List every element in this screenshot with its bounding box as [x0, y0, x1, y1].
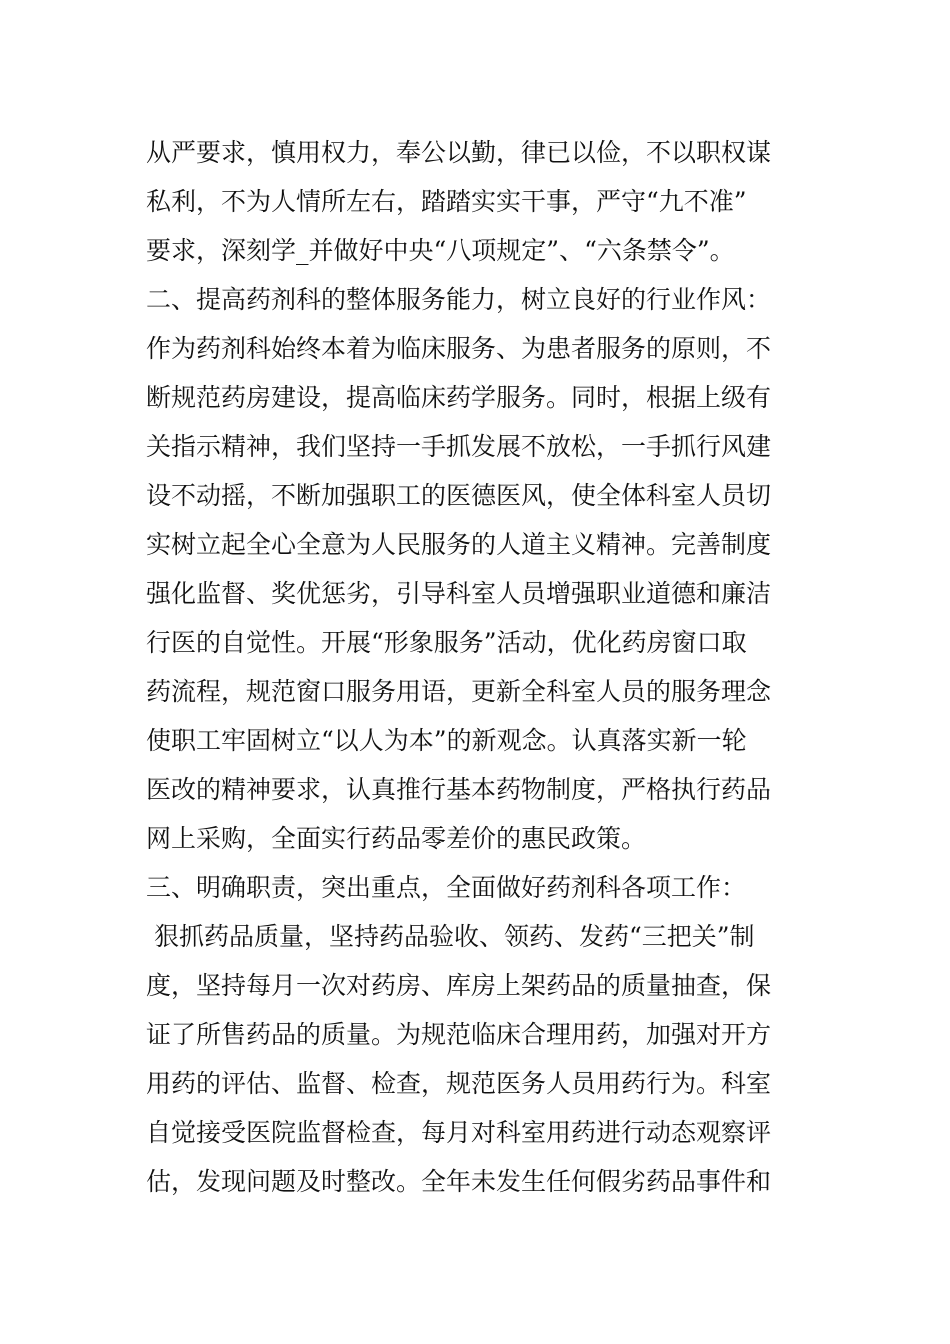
text-line: 从严要求，慎用权力，奉公以勤，律已以俭，不以职权谋 — [146, 138, 772, 167]
text-line: 医改的精神要求，认真推行基本药物制度，严格执行药品 — [146, 775, 772, 804]
text-line: 度，坚持每月一次对药房、库房上架药品的质量抽查，保 — [146, 971, 772, 1000]
text-line: 行医的自觉性。开展“形象服务”活动，优化药房窗口取 — [146, 628, 747, 657]
text-line: 断规范药房建设，提高临床药学服务。同时，根据上级有 — [146, 383, 772, 412]
text-line: 强化监督、奖优惩劣，引导科室人员增强职业道德和廉洁 — [146, 579, 772, 608]
text-line: 设不动摇，不断加强职工的医德医风，使全体科室人员切 — [146, 481, 772, 510]
text-line: 药流程，规范窗口服务用语，更新全科室人员的服务理念 — [146, 677, 772, 706]
text-line: 用药的评估、监督、检查，规范医务人员用药行为。科室 — [146, 1069, 772, 1098]
text-line: 作为药剂科始终本着为临床服务、为患者服务的原则，不 — [146, 334, 772, 363]
text-line: 网上采购，全面实行药品零差价的惠民政策。 — [146, 824, 647, 853]
text-line: 估，发现问题及时整改。全年未发生任何假劣药品事件和 — [146, 1167, 772, 1196]
section-heading-2: 二、提高药剂科的整体服务能力，树立良好的行业作风： — [146, 285, 772, 314]
text-line: 关指示精神，我们坚持一手抓发展不放松，一手抓行风建 — [146, 432, 772, 461]
text-line: 要求，深刻学_并做好中央“八项规定”、“六条禁令”。 — [146, 236, 735, 265]
text-line: 狠抓药品质量，坚持药品验收、领药、发药“三把关”制 — [146, 922, 755, 951]
body-text — [146, 128, 816, 1206]
text-line: 自觉接受医院监督检查，每月对科室用药进行动态观察评 — [146, 1118, 772, 1147]
text-line: 实树立起全心全意为人民服务的人道主义精神。完善制度 — [146, 530, 772, 559]
text-line: 使职工牢固树立“以人为本”的新观念。认真落实新一轮 — [146, 726, 747, 755]
text-line: 私利，不为人情所左右，踏踏实实干事，严守“九不准” — [146, 187, 747, 216]
section-heading-3: 三、明确职责，突出重点，全面做好药剂科各项工作： — [146, 873, 747, 902]
text-line: 证了所售药品的质量。为规范临床合理用药，加强对开方 — [146, 1020, 772, 1049]
